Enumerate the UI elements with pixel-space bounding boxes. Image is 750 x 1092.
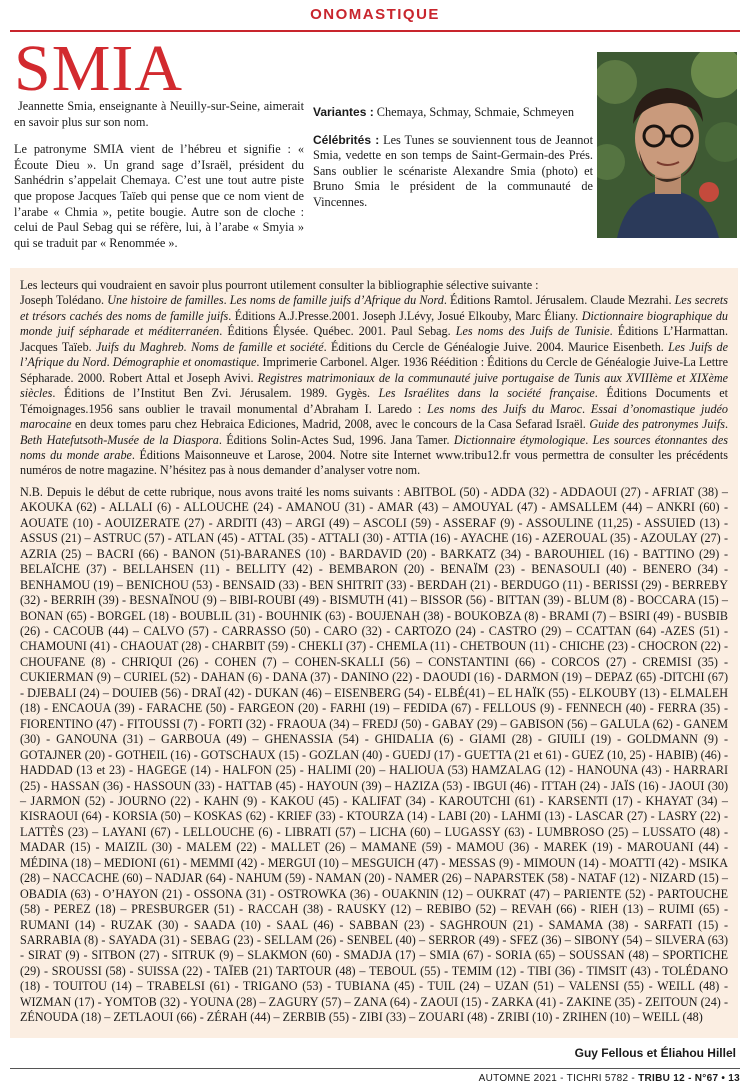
biblio-text: . Éditions de l’Institut Ben Zvi. Jérusalem. 1989. Gygès. (52, 386, 379, 401)
biblio-title: Dictionnaire étymologique (453, 432, 586, 447)
portrait-illustration (597, 52, 737, 238)
biblio-text: Joseph Tolédano. (20, 293, 108, 308)
biblio-text: . (581, 401, 591, 416)
celebrites-text: Les Tunes se souviennent tous de Jeannot Smia, vedette en son temps de Saint-Germain-des Prés. Sans oublier le scénariste Alexandre Smia (photo) et Bruno Smia le président de la communauté de Vincennes. (313, 132, 593, 209)
article-title: SMIA (14, 32, 184, 105)
biblio-title: Les secrets et trésors cachés des noms de famille juifs (20, 293, 728, 323)
footer-page-number: - N°67 • 13 (684, 1073, 740, 1084)
biblio-text: . Éditions Documents et Témoignages.1956 sans oublier le travail monumental d’Abraham I. Laredo : (20, 386, 728, 416)
biblio-text: . Éditions Élysée. Québec. 2001. Paul Sebag. (219, 324, 456, 339)
biblio-text: . (223, 293, 230, 308)
section-header (10, 0, 740, 32)
celebrites-label: Célébrités : (313, 132, 380, 147)
biblio-text: . Éditions L’Harmattan. Jacques Taïeb. (20, 324, 728, 354)
celebrites-paragraph (313, 133, 593, 211)
biblio-title: Les noms des Juifs de Tunisie (455, 324, 610, 339)
biblio-title: Démographie et onomastique (112, 355, 257, 370)
footer-issue: AUTOMNE 2021 - TICHRI 5782 - (478, 1073, 639, 1084)
section-title: ONOMASTIQUE (310, 6, 440, 23)
biblio-text: . (585, 432, 593, 447)
biblio-title: Beth Hatefutsoth-Musée de la Diaspora (20, 432, 219, 447)
biblio-text: . (724, 417, 728, 432)
biblio-text: . Imprimerie Carbonel. Alger. 1936 Réédition : Éditions du Cercle de Généalogie Juive-La Lettre Sépharade. 2000. Robert Attal et Joseph Avivi. (20, 355, 728, 385)
portrait-photo (597, 52, 737, 238)
biblio-title: Les noms des Juifs du Maroc (427, 401, 582, 416)
variantes-paragraph (313, 105, 593, 121)
biblio-title: Les Israélites dans la société française (378, 386, 595, 401)
bibliography-paragraph (20, 278, 728, 479)
biblio-title: Essai d’onomastique judéo marocaine (20, 401, 728, 432)
biblio-text: . Éditions A.J.Presse.2001. Joseph J.Lévy, Josué Elkouby, Marc Éliany. (228, 308, 582, 323)
biblio-title: Les Juifs de l’Afrique du Nord (20, 339, 728, 370)
bibliography-box (10, 268, 738, 1038)
footer-magazine: TRIBU 12 (638, 1073, 685, 1084)
author-signature: Guy Fellous et Éliahou Hillel (574, 1046, 736, 1060)
page-footer (10, 1068, 740, 1088)
biblio-text: . Éditions Maisonneuve et Larose, 2004. Notre site Internet www.tribu12.fr vous permettra de consulter les précédents numéros de notre magazine. N’hésitez pas à nous demander d’analyser votre nom. (20, 447, 728, 478)
name-explanation: Le patronyme SMIA vient de l’hébreu et signifie : « Écoute Dieu ». Un grand sage d’Israël, président du Sanhédrin s’appelait Chemaya. C’est une tout autre piste que propose Jacques Taïeb qui pense que ce nom vient de l’arabe « Chmia », petite bougie. Autre son de cloche : celui de Paul Sebag qui se réfère, lui, à l’arabe « Smyia » qui se traduit par « Renommée ». (14, 142, 304, 250)
biblio-text: . Éditions Solin-Actes Sud, 1996. Jana Tamer. (218, 432, 454, 447)
reader-question: Jeannette Smia, enseignante à Neuilly-sur-Seine, aimerait en savoir plus sur son nom. (14, 99, 304, 129)
biblio-text: . Éditions Ramtol. Jérusalem. Claude Mezrahi. (443, 293, 675, 308)
variantes-label: Variantes : (313, 105, 374, 119)
intro-column (14, 99, 304, 263)
names-index: N.B. Depuis le début de cette rubrique, nous avons traité les noms suivants : ABITBOL (50) - ADDA (32) - ADDAOUI (27) - AFRIAT (38) – AKOUKA (62) - ALLALI (6) - ALLOUCHE (24) - AMANOU (31) - AMAR (43) – AMOUYAL (47) - AMSALLEM (44) – ANKRI (60) - AOUATE (10) - AOUIZERATE (27) - ARDITI (43) – ARGI (49) – ASCOLI (59) - ASSERAF (9) - ASSOULINE (11,25) - ASSUIED (13) - ASSUS (21) – ASTRUC (57) - ATLAN (45) - ATTAL (35) - ATTALI (30) - ATTIA (16) - AYACHE (16) - AZEROUAL (35) - AZOULAY (27) - AZRIA (25) – BACRI (66) - BANON (51)-BARANES (10) - BARDAVID (20) - BARKATZ (34) - BAROUHIEL (16) - BATTINO (29) - BELAÏCHE (37) - BELLAHSEN (11) - BELLITY (42) - BEMBARON (20) - BENAÏM (23) - BENASOULI (40) - BENERO (34) - BENHAMOU (19) – BENICHOU (53) - BENSAID (33) - BEN SHITRIT (33) - BERDAH (21) - BERDUGO (11) - BERISSI (29) - BERREBY (32) - BERRIH (39) - BESNAÏNOU (9) – BIBI-ROUBI (49) - BISMUTH (41) – BISSOR (56) - BITTAN (39) - BLUM (8) - BOCCARA (15) – BONAN (65) - BORGEL (18) - BOUBLIL (31) - BOUHNIK (63) - BOUJENAH (38) - BOUKOBZA (8) - BRAMI (7) – BSIRI (49) - BUSBIB (26) - CACOUB (44) – CALVO (57) - CARRASSO (50) - CARO (32) - CARTOZO (24) - CASTRO (29) – CCATTAN (64) -AZES (51) - CHAMOUNI (41) - CHAOUAT (28) - CHARBIT (59) - CHEKLI (37) - CHEMLA (11) - CHETBOUN (11) - CHICHE (23) - CHOCRON (22) - CHOUFANE (8) - CHRIQUI (26) - COHEN (7) – COHEN-SKALLI (56) – CONSTANTINI (66) - CORCOS (27) - CREMISI (35) - CUKIERMAN (9) – CURIEL (52) - DAHAN (6) - DANA (37) - DANINO (22) - DAOUDI (16) - DARMON (19) – DEPAZ (65) -DITCHI (67) - DJEBALI (24) – DOUIEB (56) - DRAÏ (42) - DUKAN (46) – EISENBERG (54) - ELBÉ(41) – EL HAÏK (55) - ELKOUBY (13) - ELMALEH (18) - ENCAOUA (39) - FARACHE (50) - FARGEON (20) - FARHI (19) – FEDIDA (67) - FELLOUS (9) - FENNECH (40) - FERRA (35) - FIORENTINO (47) - FITOUSSI (7) - FORTI (32) - FRAOUA (34) – FREDJ (50) - GABAY (29) – GABISON (56) – GALULA (62) - GANEM (30) - GANOUNA (31) – GARBOUA (49) – GHENASSIA (54) - GHIDALIA (6) - GIAMI (28) - GIUILI (19) - GOLDMANN (9) - GOTAJNER (20) - GOTHEIL (16) - GOTSCHAUX (15) - GOZLAN (40) - GUEDJ (17) - GUETTA (21 et 61) - GUEZ (10, 25) - HABIB) (46) - HADDAD (13 et 23) - HAGEGE (14) - HALFON (25) - HALIMI (20) – HALIOUA (53) HAMZALAG (12) - HANOUNA (43) - HARRARI (25) - HASSAN (36) - HASSOUN (33) - HATTAB (45) - HAYOUN (39) – HAZIZA (53) - IBGUI (46) - ITTAH (24) - JAÏS (16) - JAOUI (30) – JARMON (52) - JOURNO (22) - KAHN (9) - KAKOU (45) - KALIFAT (34) - KAROUTCHI (61) - KARSENTI (17) - KHAYAT (34) – KISRAOUI (64) - KORSIA (50) – KOSKAS (62) - KRIEF (33) - KTOURZA (14) - LABI (20) - LAHMI (13) - LASCAR (27) - LASRY (22) - LATTÈS (23) – LAYANI (67) - LELLOUCHE (6) - LIBRATI (57) – LICHA (60) – LUGASSY (63) - LUMBROSO (25) – LUSSATO (48) - MADAR (15) - MAIZIL (30) - MALEM (22) - MALLET (26) – MAMANE (59) - MAMOU (36) - MAREK (19) - MAROUANI (44) - MÉDINA (18) – MEDIONI (61) - MEMMI (42) - MERGUI (10) – MESGUICH (47) - MESSAS (9) - MIMOUN (14) - MOATTI (42) - MSIKA (28) – NACCACHE (60) – NADJAR (64) - NAHUM (59) - NAMAN (20) - NAMER (26) – NAPARSTEK (58) - NATAF (12) - NIZARD (15) – OBADIA (63) - O’HAYON (21) - OSSONA (31) - OSTROWKA (36) - OUAKNIN (12) – OUKRAT (47) – PARIENTE (52) - PARTOUCHE (58) - PEREZ (18) – PRESBURGER (51) - RACCAH (38) - RAUSKY (12) – REBIBO (52) – REVAH (66) - RIEH (13) – RUIMI (65) - RUMANI (14) - RUZAK (30) - SAADA (10) - SAAL (46) - SABBAN (23) - SAGHROUN (21) - SAMAMA (38) - SARFATI (15) - SARRABIA (8) - SAYADA (31) - SEBAG (23) - SELLAM (26) - SENBEL (40) – SERROR (49) - SFEZ (36) – SIBONY (54) – SILVERA (63) - SIRAT (9) - SITBON (27) - SITRUK (9) – SLAKMON (60) - SMADJA (17) – SMIA (67) - SORIA (65) – SOUSSAN (48) – SPORTICHE (29) - SROUSSI (58) - SUISSA (22) - TAÏEB (21) TARTOUR (48) – TEBOUL (55) - TEMIM (12) - TIBI (36) - TIMSIT (43) - TOLÉDANO (18) - TOUITOU (14) – TRABELSI (61) - TRIGANO (53) - TUBIANA (45) - TUIL (24) – UZAN (51) – VALENSI (55) - WEILL (48) - WIZMAN (17) - YOMTOB (32) - YOUNA (28) – ZAGURY (57) – ZANA (64) - ZAOUI (15) - ZARKA (41) - ZAKINE (35) - ZEITOUN (24) - ZÉNOUDA (18) – ZETLAOUI (66) - ZÉRAH (44) – ZERBIB (55) - ZIBI (33) – ZOUARI (48) - ZRIBI (10) - ZRIHEN (10) – WEILL (48) (20, 484, 728, 1025)
details-column (313, 105, 593, 211)
biblio-title: Registres matrimoniaux de la communauté juive portugaise de Tunis aux XVIIIème et XIXème siècles (20, 370, 728, 401)
biblio-title: Les sources étonnantes des noms du monde arabe (20, 432, 728, 462)
biblio-title: Les noms de famille juifs d’Afrique du Nord (229, 293, 444, 308)
variantes-text: Chemaya, Schmay, Schmaie, Schmeyen (373, 105, 575, 119)
biblio-title: Une histoire de familles (107, 293, 224, 308)
biblio-title: Guide des patronymes Juifs (589, 417, 725, 432)
biblio-title: Juifs du Maghreb. Noms de famille et société (95, 339, 324, 354)
biblio-title: Dictionnaire biographique du monde juif sépharade et méditerranéen (20, 308, 728, 339)
biblio-text: . Éditions du Cercle de Généalogie Juive. 2004. Maurice Eisenbeth. (323, 339, 669, 354)
biblio-text: en deux tomes paru chez Hebraica Ediciones, Madrid, 2008, avec le concours de la Casa Sefarad Israël. (71, 417, 590, 432)
bibliography-lead: Les lecteurs qui voudraient en savoir plus pourront utilement consulter la bibliographie sélective suivante : (20, 278, 539, 292)
biblio-text: . (106, 355, 113, 370)
